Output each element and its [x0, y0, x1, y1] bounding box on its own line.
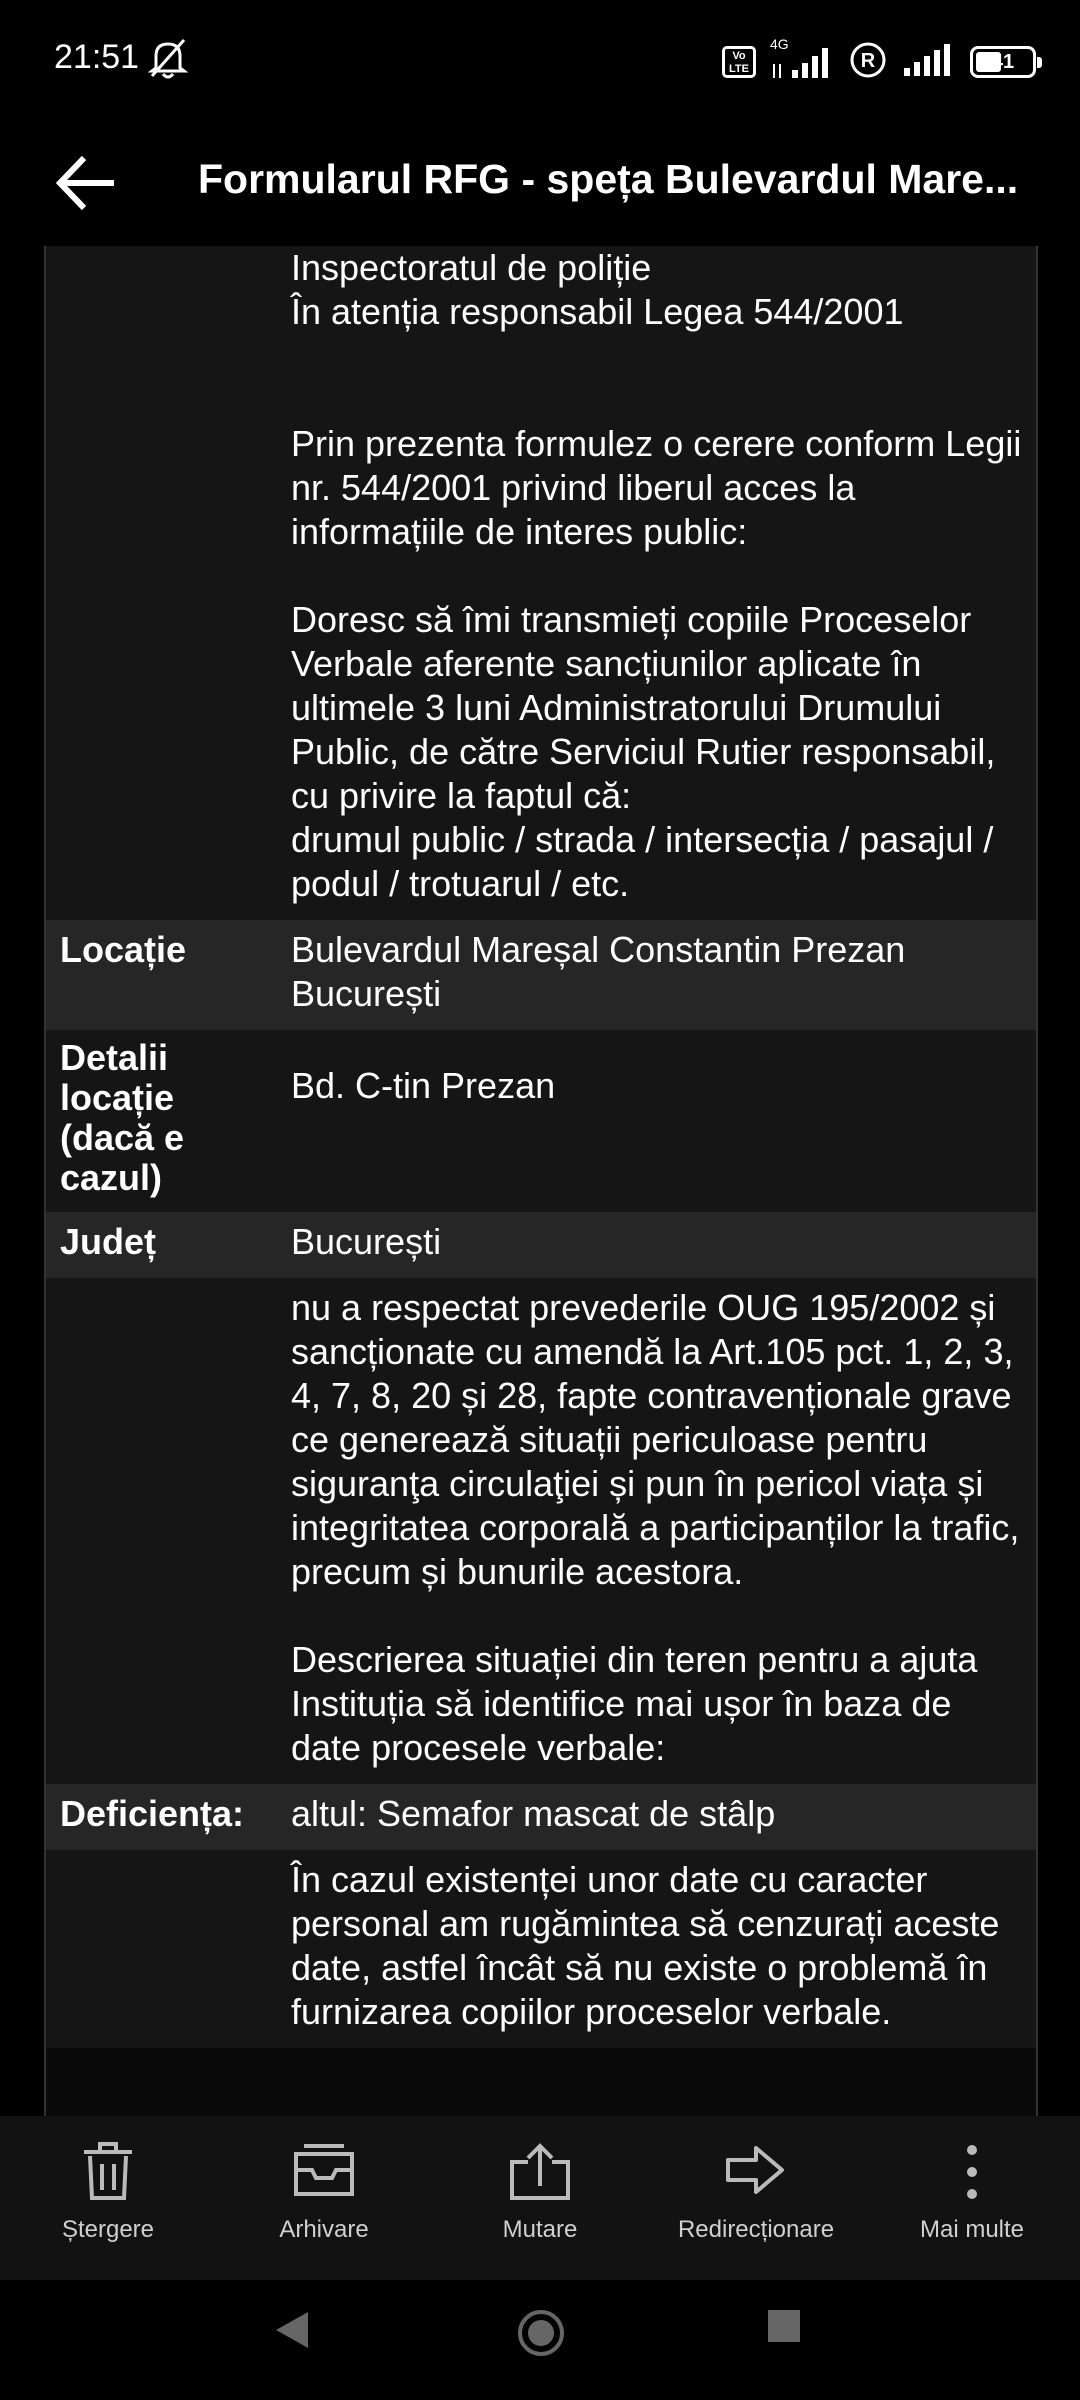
deficiency-value: altul: Semafor mascat de stâlp: [291, 1793, 776, 1834]
archive-icon: [292, 2142, 356, 2198]
location-label: Locație: [60, 929, 187, 970]
forward-button[interactable]: [648, 2116, 864, 2280]
intro-recipient: Inspectoratul de poliție În atenția responsabil Legea 544/2001: [291, 247, 904, 332]
signal-icon: [902, 42, 956, 83]
violation-text: nu a respectat prevederile OUG 195/2002 și sancționate cu amendă la Art.105 pct. 1, 2, 3, 4, 7, 8, 20 și 28, fapte contravenționale grave ce generează situații periculoase pentru siguranţa circulaţiei și pun în pericol viața și integritatea corporală a participanților la trafic, precum și bunurile acestora.: [291, 1287, 1020, 1592]
delete-button[interactable]: [0, 2116, 216, 2280]
more-icon: [962, 2142, 982, 2202]
forward-icon: [724, 2142, 788, 2198]
trash-icon: [80, 2142, 136, 2202]
app-bar: [0, 120, 1080, 246]
nav-back-icon[interactable]: [270, 2308, 314, 2352]
location-details-value: Bd. C-tin Prezan: [291, 1065, 556, 1106]
move-icon: [508, 2142, 572, 2202]
move-label: Mutare: [502, 2216, 578, 2243]
status-bar: [0, 0, 1080, 120]
action-bar: [0, 2116, 1080, 2280]
battery-level: 41: [991, 51, 1015, 73]
bell-muted-icon: [148, 36, 188, 85]
table-row: [46, 1212, 1036, 1278]
roaming-icon: [848, 40, 888, 85]
email-body[interactable]: [44, 246, 1038, 2116]
county-label: Județ: [60, 1221, 157, 1262]
move-button[interactable]: [432, 2116, 648, 2280]
status-time: 21:51: [54, 38, 140, 76]
table-row: [46, 1030, 1036, 1212]
svg-text:R: R: [860, 49, 876, 72]
form-table: [46, 246, 1036, 2048]
situation-description: Descrierea situației din teren pentru a ajuta Instituția să identifice mai ușor în baza de date procesele verbale:: [291, 1639, 978, 1768]
table-row: [46, 920, 1036, 1030]
battery-icon: [970, 46, 1036, 78]
county-value: București: [291, 1221, 442, 1262]
deficiency-label: Deficiența:: [60, 1793, 245, 1834]
table-row: [46, 1850, 1036, 2048]
intro-details: Doresc să îmi transmieți copiile Proceselor Verbale aferente sancțiunilor aplicate în ultimele 3 luni Administratorului Drumului Public, de către Serviciul Rutier responsabil, cu privire la faptul că: drumul public / strada / intersecția / pasajul / podul / trotuarul / etc.: [291, 599, 996, 904]
delete-label: Ștergere: [61, 2216, 155, 2243]
location-value: Bulevardul Mareșal Constantin Prezan București: [291, 929, 906, 1014]
back-arrow-icon[interactable]: [52, 148, 122, 218]
email-subject: Formularul RFG - speța Bulevardul Mare...: [198, 156, 1019, 202]
table-row: [46, 1784, 1036, 1850]
archive-label: Arhivare: [279, 2216, 369, 2243]
nav-home-icon[interactable]: [516, 2308, 566, 2358]
closing-text: În cazul existenței unor date cu caracter personal am rugămintea să cenzurați aceste date, astfel încât să nu existe o problemă în furnizarea copiilor proceselor verbale.: [291, 1859, 1000, 2032]
location-details-label: Detalii locație (dacă e cazul): [60, 1037, 185, 1198]
table-row: [46, 246, 1036, 920]
network-type: 4G: [770, 36, 789, 52]
forward-label: Redirecționare: [677, 2216, 835, 2243]
more-button[interactable]: [864, 2116, 1080, 2280]
table-row: [46, 1278, 1036, 1784]
more-label: Mai multe: [919, 2216, 1025, 2243]
system-nav-bar: [0, 2280, 1080, 2400]
intro-request: Prin prezenta formulez o cerere conform Legii nr. 544/2001 privind liberul acces la informațiile de interes public:: [291, 423, 1022, 552]
signal-4g-icon: [770, 36, 834, 80]
nav-recents-icon[interactable]: [766, 2308, 802, 2344]
archive-button[interactable]: [216, 2116, 432, 2280]
volte-icon: Vo LTE: [722, 46, 756, 78]
